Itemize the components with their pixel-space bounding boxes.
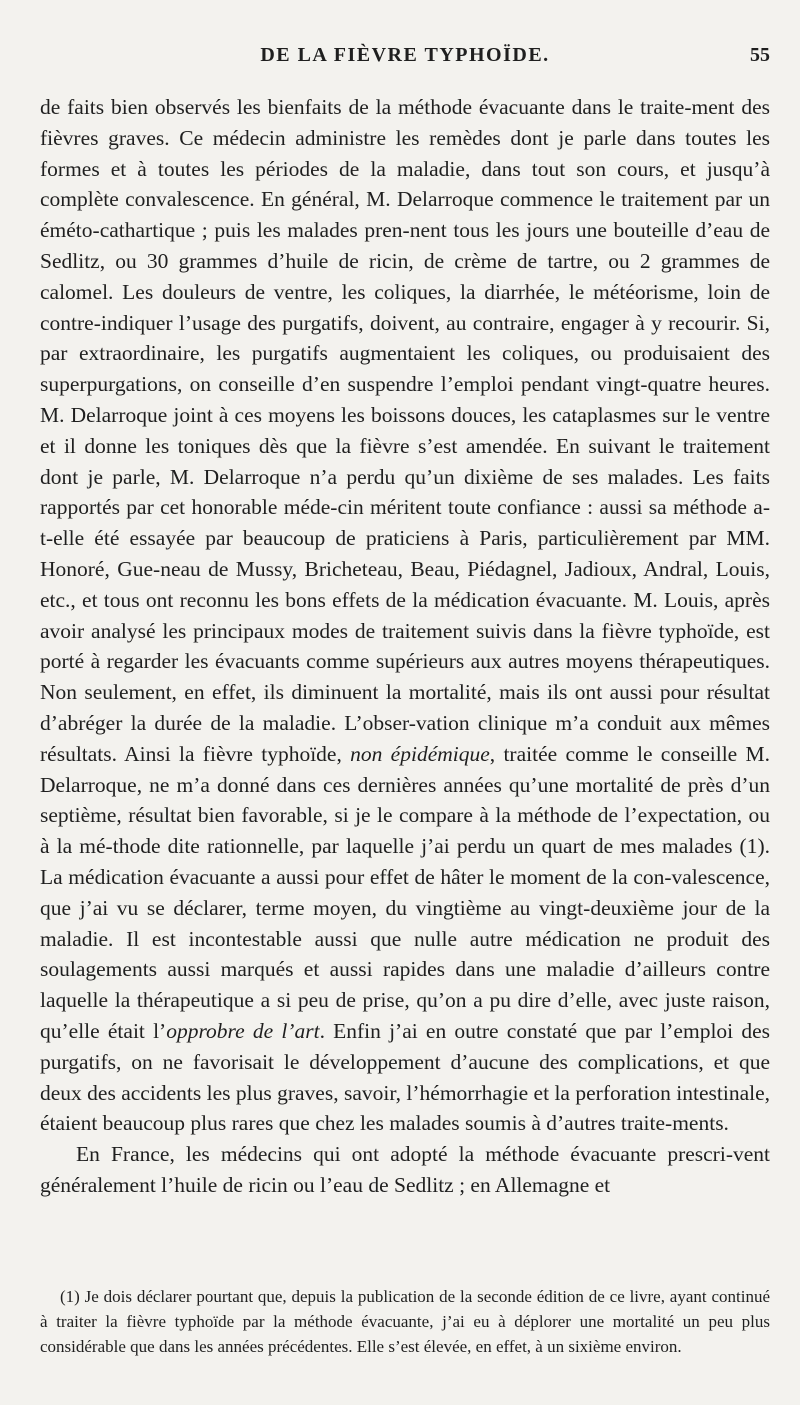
- running-title: DE LA FIÈVRE TYPHOÏDE.: [260, 44, 550, 66]
- paragraph-2: En France, les médecins qui ont adopté la méthode évacuante prescri-vent généralement l’huile de ricin ou l’eau de Sedlitz ; en Allemagne et: [40, 1142, 770, 1197]
- paragraph-1: [40, 92, 770, 1139]
- italic-phrase-non-epidemique: non épidémique: [350, 741, 490, 766]
- page-number: 55: [750, 44, 770, 66]
- paragraph-1-text-c: . Enfin j’ai en outre constaté que par l’emploi des purgatifs, on ne favorisait le développement d’aucune des complications, et que deux des accidents les plus graves, savoir, l’hémorrhagie et la perforation intestinale, étaient beaucoup plus rares que chez les malades soumis à d’autres traite-ments.: [40, 1018, 770, 1136]
- paragraph-1-text-a: de faits bien observés les bienfaits de la méthode évacuante dans le traite-ment des fièvres graves. Ce médecin administre les remèdes dont je parle dans toutes les formes et à toutes les périodes de la maladie, dans tout son cours, et jusqu’à complète convalescence. En général, M. Delarroque commence le traitement par un éméto-cathartique ; puis les malades pren-nent tous les jours une bouteille d’eau de Sedlitz, ou 30 grammes d’huile de ricin, de crème de tartre, ou 2 grammes de calomel. Les douleurs de ventre, les coliques, la diarrhée, le météorisme, loin de contre-indiquer l’usage des purgatifs, doivent, au contraire, engager à y recourir. Si, par extraordinaire, les purgatifs augmentaient les coliques, ou produisaient des superpurgations, on conseille d’en suspendre l’emploi pendant vingt-quatre heures. M. Delarroque joint à ces moyens les boissons douces, les cataplasmes sur le ventre et il donne les toniques dès que la fièvre s’est amendée. En suivant le traitement dont je parle, M. Delarroque n’a perdu qu’un dixième de ses malades. Les faits rapportés par cet honorable méde-cin méritent toute confiance : aussi sa méthode a-t-elle été essayée par beaucoup de praticiens à Paris, particulièrement par MM. Honoré, Gue-neau de Mussy, Bricheteau, Beau, Piédagnel, Jadioux, Andral, Louis, etc., et tous ont reconnu les bons effets de la médication évacuante. M. Louis, après avoir analysé les principaux modes de traitement suivis dans la fièvre typhoïde, est porté à regarder les évacuants comme supérieurs aux autres moyens thérapeutiques. Non seulement, en effet, ils diminuent la mortalité, mais ils ont aussi pour résultat d’abréger la durée de la maladie. L’obser-vation clinique m’a conduit aux mêmes résultats. Ainsi la fièvre typhoïde,: [40, 95, 770, 766]
- footnote: [40, 1284, 770, 1359]
- paragraph-1-text-b: , traitée comme le conseille M. Delarroque, ne m’a donné dans ces dernières années qu’une mortalité de près d’un septième, résultat bien favorable, si je le compare à la méthode de l’expectation, ou à la mé-thode dite rationnelle, par laquelle j’ai perdu un quart de mes malades (1). La médication évacuante a aussi pour effet de hâter le moment de la con-valescence, que j’ai vu se déclarer, terme moyen, du vingtième au vingt-deuxième jour de la maladie. Il est incontestable aussi que nulle autre médication ne produit des soulagements aussi marqués et aussi rapides dans une maladie d’ailleurs contre laquelle la thérapeutique a si peu de prise, qu’on a pu dire d’elle, avec juste raison, qu’elle était l’: [40, 741, 771, 1043]
- footnote-text: (1) Je dois déclarer pourtant que, depuis la publication de la seconde édition de ce livre, ayant continué à traiter la fièvre typhoïde par la méthode évacuante, j’ai eu à déplorer une mortalité un peu plus considérable que dans les années précédentes. Elle s’est élevée, en effet, à un sixième environ.: [40, 1287, 770, 1356]
- body-text: [40, 92, 770, 1201]
- running-head: [40, 44, 770, 74]
- italic-phrase-opprobre: opprobre de l’art: [166, 1018, 320, 1043]
